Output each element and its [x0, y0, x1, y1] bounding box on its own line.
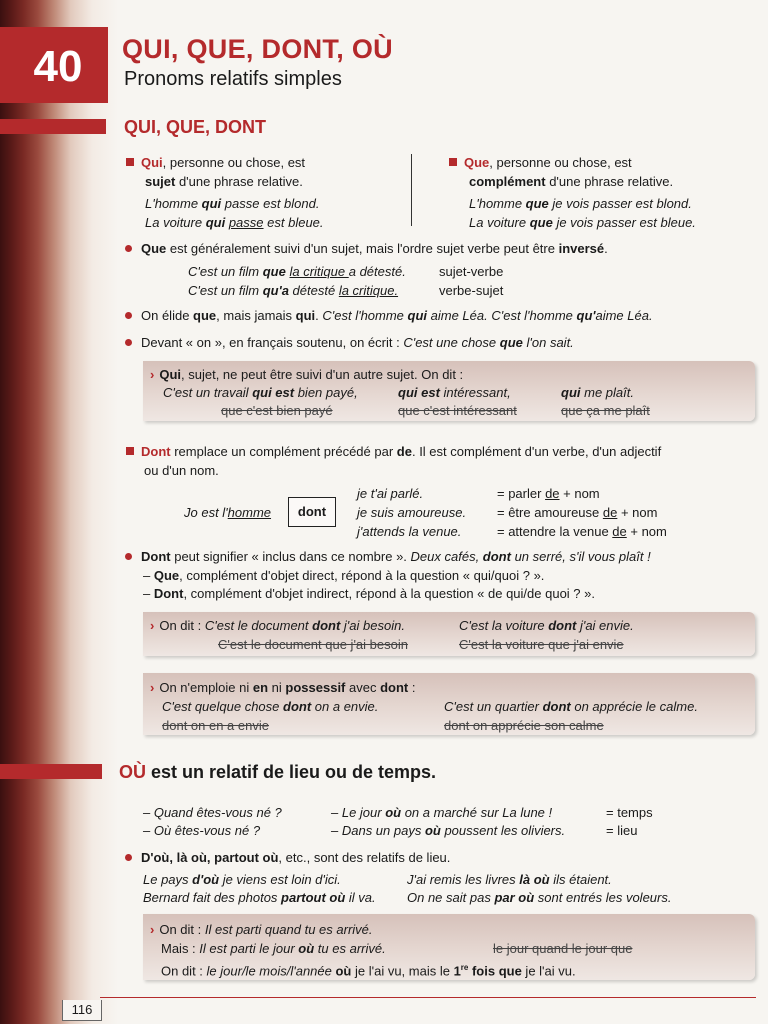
lieu-example-4: On ne sait pas par où sont entrés les voleurs.	[407, 890, 672, 905]
page-title: QUI, QUE, DONT, OÙ	[122, 34, 393, 64]
note-qui-line2b: qui est intéressant,	[398, 385, 511, 400]
note-ou-line2: Mais : Il est parti le jour où tu es arrivé.	[161, 941, 386, 956]
bullet-elision: On élide que, mais jamais qui. C'est l'homme qui aime Léa. C'est l'homme qu'aime Léa.	[125, 306, 653, 325]
chevron-right-icon: ›	[150, 680, 155, 695]
answer-1: – Le jour où on a marché sur La lune !	[331, 805, 553, 820]
type-1: = temps	[606, 805, 653, 820]
chevron-right-icon: ›	[150, 367, 155, 382]
que-example-1: L'homme que je vois passer est blond.	[469, 196, 692, 211]
que-rule-line2: complément d'une phrase relative.	[469, 174, 674, 189]
note-en-line1: › On n'emploie ni en ni possessif avec dont :	[150, 680, 416, 695]
square-bullet-icon	[449, 158, 457, 166]
dont-box: dont	[288, 497, 336, 527]
qui-example-1: L'homme qui passe est blond.	[145, 196, 320, 211]
note-en-line2a: C'est quelque chose dont on a envie.	[162, 699, 379, 714]
chapter-number: 40	[33, 42, 83, 91]
dont-row-3-left: j'attends la venue.	[357, 524, 462, 539]
dont-rule-line2: ou d'un nom.	[144, 463, 219, 478]
note-en-wrong-2: dont on apprécie son calme	[444, 718, 604, 733]
note-qui-wrong-1: que c'est bien payé	[221, 403, 333, 418]
que-rule: Que, personne ou chose, est	[449, 153, 632, 172]
footer-rule	[100, 997, 756, 998]
bullet-lieu: D'où, là où, partout où, etc., sont des relatifs de lieu.	[125, 848, 450, 867]
note-ou-wrong: le jour quand le jour que	[493, 941, 633, 956]
bullet-dont-inclus: Dont peut signifier « inclus dans ce nombre ». Deux cafés, dont un serré, s'il vous plaît !	[125, 547, 651, 566]
dont-row-1-right: = parler de + nom	[497, 486, 600, 501]
dont-row-2-left: je suis amoureuse.	[357, 505, 467, 520]
section-title: QUI, QUE, DONT	[124, 117, 267, 137]
dash-dont: – Dont, complément d'objet indirect, répond à la question « de qui/de quoi ? ».	[143, 586, 595, 601]
page-spine-shadow	[0, 0, 118, 1024]
example-film-1-label: sujet-verbe	[439, 264, 504, 279]
note-en-wrong-1: dont on en a envie	[162, 718, 269, 733]
note-dont-wrong-2: C'est la voiture que j'ai envie	[459, 637, 624, 652]
bullet-on: Devant « on », en français soutenu, on écrit : C'est une chose que l'on sait.	[125, 333, 574, 352]
note-en-line2b: C'est un quartier dont on apprécie le calme.	[444, 699, 698, 714]
example-film-1: C'est un film que la critique a détesté.	[188, 264, 406, 279]
dont-lead: Jo est l'homme	[184, 505, 272, 520]
type-2: = lieu	[606, 823, 638, 838]
dont-row-2-right: = être amoureuse de + nom	[497, 505, 658, 520]
lieu-example-2: J'ai remis les livres là où ils étaient.	[407, 872, 612, 887]
example-film-2-label: verbe-sujet	[439, 283, 504, 298]
note-ou-line3: On dit : le jour/le mois/l'année où je l'ai vu, mais le 1re fois que je l'ai vu.	[161, 963, 576, 979]
dont-row-3-right: = attendre la venue de + nom	[497, 524, 667, 539]
lieu-example-3: Bernard fait des photos partout où il va.	[143, 890, 376, 905]
section-title-ou: OÙ est un relatif de lieu ou de temps.	[119, 762, 437, 782]
question-2: – Où êtes-vous né ?	[143, 823, 261, 838]
dash-que: – Que, complément d'objet direct, répond à la question « qui/quoi ? ».	[143, 568, 545, 583]
round-bullet-icon	[125, 245, 132, 252]
page-number: 116	[62, 1000, 102, 1021]
qui-rule-line2: sujet d'une phrase relative.	[145, 174, 303, 189]
qui-rule: Qui, personne ou chose, est	[126, 153, 305, 172]
round-bullet-icon	[125, 553, 132, 560]
example-film-2: C'est un film qu'a détesté la critique.	[188, 283, 399, 298]
note-ou-line1: › On dit : Il est parti quand tu es arrivé.	[150, 922, 373, 937]
note-qui-wrong-3: que ça me plaît	[561, 403, 650, 418]
section-bar	[0, 119, 106, 134]
dont-row-1-left: je t'ai parlé.	[357, 486, 424, 501]
note-dont-wrong-1: C'est le document que j'ai besoin	[218, 637, 408, 652]
section-bar	[0, 764, 102, 779]
note-qui-wrong-2: que c'est intéressant	[398, 403, 517, 418]
lieu-example-1: Le pays d'où je viens est loin d'ici.	[143, 872, 341, 887]
qui-example-2: La voiture qui passe est bleue.	[145, 215, 324, 230]
bullet-inversion: Que est généralement suivi d'un sujet, mais l'ordre sujet verbe peut être inversé.	[125, 239, 608, 258]
column-divider	[411, 154, 412, 226]
note-qui-line1: › Qui, sujet, ne peut être suivi d'un autre sujet. On dit :	[150, 367, 464, 382]
square-bullet-icon	[126, 447, 134, 455]
chevron-right-icon: ›	[150, 618, 155, 633]
round-bullet-icon	[125, 854, 132, 861]
answer-2: – Dans un pays où poussent les oliviers.	[331, 823, 566, 838]
square-bullet-icon	[126, 158, 134, 166]
note-dont-line1a: › On dit : C'est le document dont j'ai besoin.	[150, 618, 405, 633]
round-bullet-icon	[125, 312, 132, 319]
note-dont-line1b: C'est la voiture dont j'ai envie.	[459, 618, 634, 633]
round-bullet-icon	[125, 339, 132, 346]
note-qui-line2c: qui me plaît.	[561, 385, 634, 400]
question-1: – Quand êtes-vous né ?	[143, 805, 282, 820]
chevron-right-icon: ›	[150, 922, 155, 937]
page-subtitle: Pronoms relatifs simples	[124, 68, 342, 90]
que-example-2: La voiture que je vois passer est bleue.	[469, 215, 696, 230]
dont-rule: Dont remplace un complément précédé par de. Il est complément d'un verbe, d'un adjectif	[126, 442, 661, 461]
note-qui-line2a: C'est un travail qui est bien payé,	[163, 385, 358, 400]
